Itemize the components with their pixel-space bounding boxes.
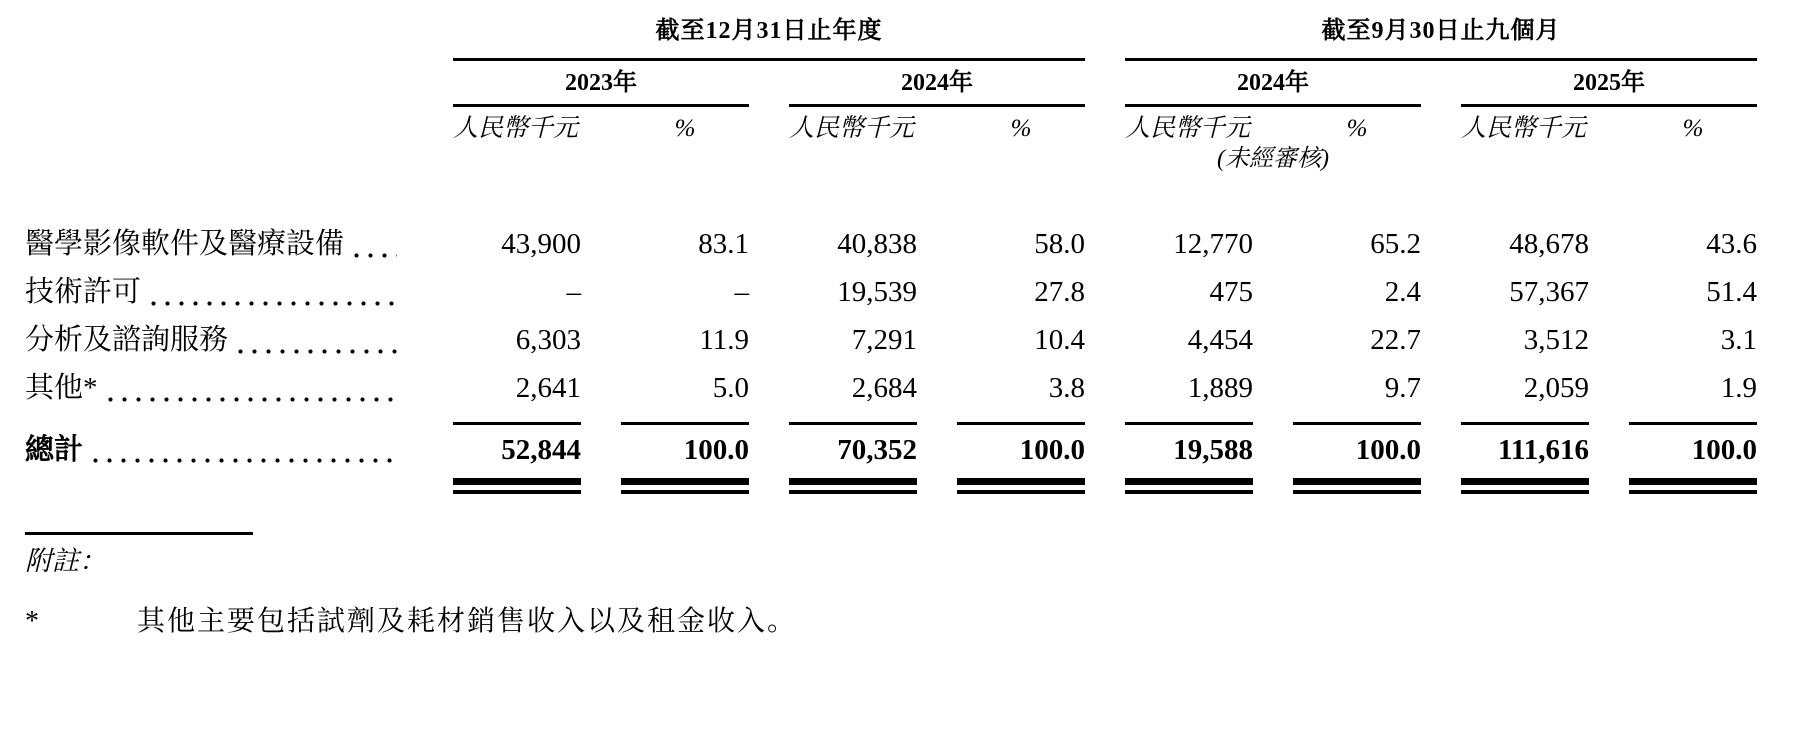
cell-value: 5.0	[712, 372, 749, 404]
double-rule	[789, 478, 917, 494]
pre-total-rule	[621, 422, 749, 425]
total-value: 111,616	[1497, 434, 1589, 466]
cell-value: 48,678	[1509, 228, 1589, 260]
pre-total-rule	[1629, 422, 1757, 425]
double-rule	[1293, 478, 1421, 494]
pre-total-rule	[957, 422, 1085, 425]
footnote-text: 其他主要包括試劑及耗材銷售收入以及租金收入。	[137, 606, 798, 637]
total-value: 100.0	[1691, 434, 1757, 466]
cell-value: 43.6	[1706, 228, 1757, 260]
cell-value: 83.1	[698, 228, 749, 260]
footnote-item	[25, 604, 1803, 640]
subheader-percent-2024-9m: %	[1346, 115, 1368, 142]
rule-under-2025	[1461, 104, 1757, 107]
total-value: 100.0	[1019, 434, 1085, 466]
row-label: 其他*	[25, 372, 98, 404]
table-row-others	[25, 364, 1803, 412]
cell-value: 10.4	[1034, 324, 1085, 356]
dot-leader	[151, 301, 397, 306]
row-label-cell	[25, 316, 413, 364]
total-value: 100.0	[1355, 434, 1421, 466]
cell-value: 3.8	[1048, 372, 1085, 404]
dot-leader	[354, 253, 397, 258]
total-value: 52,844	[501, 434, 581, 466]
subheader-amount-2024-9m: 人民幣千元	[1125, 115, 1251, 142]
cell-value: 2,059	[1523, 372, 1589, 404]
double-rule	[1125, 478, 1253, 494]
rule-under-2024-9m	[1125, 104, 1421, 107]
cell-value: 11.9	[699, 324, 749, 356]
unaudited-note: (未經審核)	[1217, 146, 1329, 172]
subheader-amount-2023: 人民幣千元	[453, 115, 579, 142]
cell-value: 51.4	[1706, 276, 1757, 308]
subheader-percent-2024-fy: %	[1010, 115, 1032, 142]
cell-value: 65.2	[1370, 228, 1421, 260]
row-label-cell	[25, 427, 413, 473]
double-rule	[453, 478, 581, 494]
cell-value: 6,303	[515, 324, 581, 356]
cell-value: 9.7	[1384, 372, 1421, 404]
dot-leader	[238, 349, 397, 354]
cell-value: 22.7	[1370, 324, 1421, 356]
cell-value: 7,291	[851, 324, 917, 356]
rule-under-fiscal-year-group	[453, 58, 1085, 61]
cell-value: 57,367	[1509, 276, 1589, 308]
year-header-rules-row	[25, 97, 1803, 107]
subheader-percent-2023: %	[674, 115, 696, 142]
cell-value: 40,838	[837, 228, 917, 260]
pre-total-rule	[1125, 422, 1253, 425]
year-header-2024-fy: 2024年	[901, 70, 973, 96]
pre-total-rule	[1293, 422, 1421, 425]
dot-leader	[108, 397, 397, 402]
cell-value: 1.9	[1720, 372, 1757, 404]
cell-value: 19,539	[837, 276, 917, 308]
cell-value: 4,454	[1187, 324, 1253, 356]
total-value: 19,588	[1173, 434, 1253, 466]
unaudited-note-row	[25, 144, 1803, 174]
cell-value: 27.8	[1034, 276, 1085, 308]
notes-separator-line	[25, 532, 253, 535]
cell-value: 3,512	[1523, 324, 1589, 356]
notes-heading: 附註：	[25, 546, 106, 576]
cell-value: 1,889	[1187, 372, 1253, 404]
rule-under-2024-fy	[789, 104, 1085, 107]
group-header-nine-months: 截至9月30日止九個月	[1321, 18, 1561, 44]
cell-value: 2,684	[851, 372, 917, 404]
pre-total-rule	[453, 422, 581, 425]
table-year-header-row	[25, 69, 1803, 97]
cell-value: 43,900	[501, 228, 581, 260]
cell-value: 475	[1209, 276, 1253, 308]
pre-total-rule	[789, 422, 917, 425]
pre-total-rules-row	[25, 412, 1803, 425]
subheader-amount-2024-fy: 人民幣千元	[789, 115, 915, 142]
row-label-cell	[25, 364, 413, 412]
row-label: 技術許可	[25, 276, 142, 308]
double-rule	[1629, 478, 1757, 494]
row-label: 分析及諮詢服務	[25, 324, 229, 356]
row-label-cell	[25, 220, 413, 268]
rule-under-2023	[453, 104, 749, 107]
footnote-marker: *	[25, 606, 39, 637]
double-rule	[957, 478, 1085, 494]
total-value: 70,352	[837, 434, 917, 466]
table-row-medical-imaging	[25, 220, 1803, 268]
cell-value: 3.1	[1720, 324, 1757, 356]
table-subheader-row	[25, 114, 1803, 144]
cell-value: 2.4	[1384, 276, 1421, 308]
cell-value: 2,641	[515, 372, 581, 404]
table-group-header-row	[25, 16, 1803, 46]
row-label: 醫學影像軟件及醫療設備	[25, 228, 345, 260]
subheader-amount-2025: 人民幣千元	[1461, 115, 1587, 142]
double-rule	[1461, 478, 1589, 494]
group-header-fiscal-year: 截至12月31日止年度	[655, 18, 883, 44]
year-header-2025: 2025年	[1573, 70, 1645, 96]
table-row-analysis-consulting	[25, 316, 1803, 364]
double-rule	[621, 478, 749, 494]
cell-value: 58.0	[1034, 228, 1085, 260]
year-header-2023: 2023年	[565, 70, 637, 96]
total-value: 100.0	[683, 434, 749, 466]
table-row-total	[25, 427, 1803, 473]
row-label-cell	[25, 268, 413, 316]
grand-total-rules-row	[25, 473, 1803, 494]
cell-value: –	[566, 276, 581, 308]
subheader-percent-2025: %	[1682, 115, 1704, 142]
group-header-rules-row	[25, 46, 1803, 61]
pre-total-rule	[1461, 422, 1589, 425]
dot-leader	[93, 458, 397, 463]
cell-value: 12,770	[1173, 228, 1253, 260]
total-label: 總計	[25, 434, 84, 466]
cell-value: –	[734, 276, 749, 308]
table-body	[25, 220, 1803, 494]
rule-under-nine-months-group	[1125, 58, 1757, 61]
table-row-technology-licensing	[25, 268, 1803, 316]
year-header-2024-9m: 2024年	[1237, 70, 1309, 96]
